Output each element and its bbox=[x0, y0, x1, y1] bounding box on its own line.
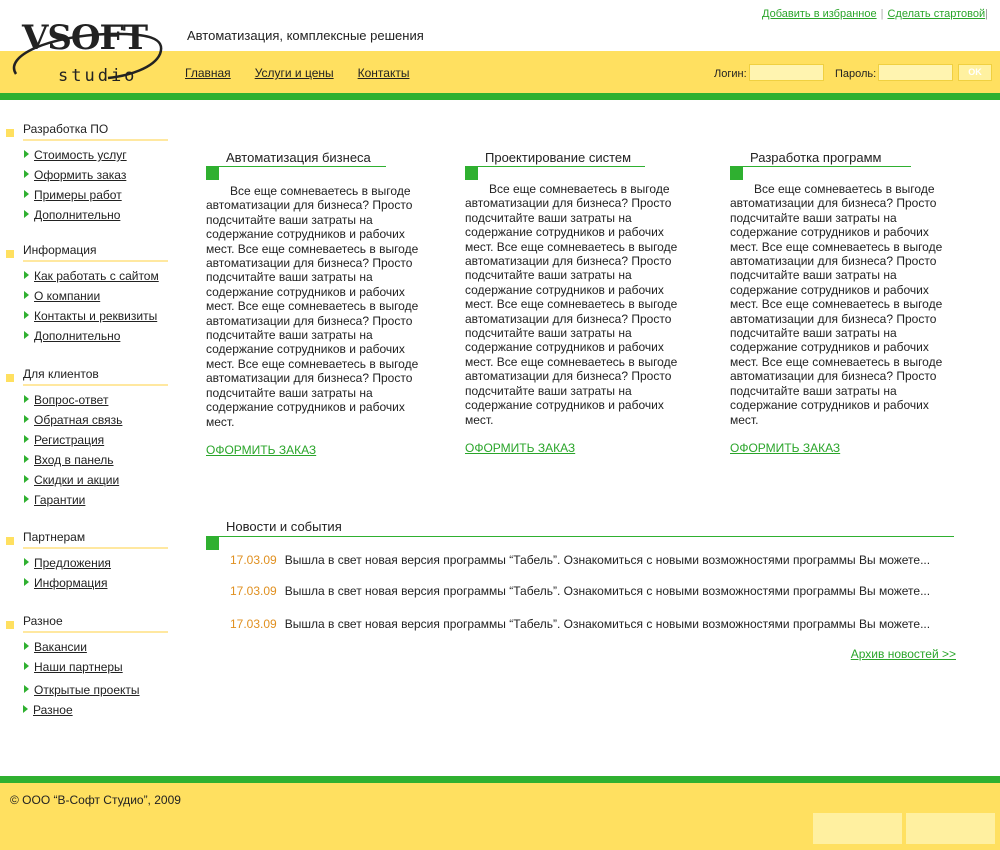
sidebar-item[interactable] bbox=[24, 640, 87, 654]
column-rule bbox=[465, 166, 645, 167]
column-text: Все еще сомневаетесь в выгоде автоматизации для бизнеса? Просто подсчитайте ваши затраты на содержание сотрудников и рабочих мест. Все еще сомневаетесь в выгоде автоматизации для бизнеса? Просто подсчитайте ваши затраты на содержание сотрудников и рабочих мест. Все еще сомневаетесь в выгоде автоматизации для бизнеса? Просто подсчитайте ваши затраты на содержание сотрудников и рабочих мест. Все еще сомневаетесь в выгоде автоматизации для бизнеса? Просто подсчитайте ваши затраты на содержание сотрудников и рабочих мест. bbox=[730, 182, 943, 427]
sidebar-item-label: Контакты и реквизиты bbox=[34, 309, 158, 323]
sidebar-section-title: Для клиентов bbox=[23, 367, 99, 381]
sidebar-item-label: Разное bbox=[33, 703, 73, 717]
sidebar-item[interactable] bbox=[24, 168, 126, 182]
arrow-right-icon bbox=[24, 578, 29, 586]
sidebar-item[interactable] bbox=[24, 269, 159, 283]
arrow-right-icon bbox=[24, 642, 29, 650]
order-link[interactable]: ОФОРМИТЬ ЗАКАЗ bbox=[730, 441, 841, 455]
sidebar-section-title: Разработка ПО bbox=[23, 122, 109, 136]
arrow-right-icon bbox=[24, 685, 29, 693]
arrow-right-icon bbox=[24, 415, 29, 423]
sidebar-section-rule bbox=[23, 547, 168, 549]
footer-green-line bbox=[0, 776, 1000, 783]
news-date: 17.03.09 bbox=[230, 617, 277, 631]
sidebar-section-rule bbox=[23, 384, 168, 386]
login-label: Логин: bbox=[714, 68, 747, 80]
sidebar-section-title: Партнерам bbox=[23, 530, 86, 544]
main-nav bbox=[185, 66, 433, 80]
sidebar-item-label: Вакансии bbox=[34, 640, 87, 654]
password-label: Пароль: bbox=[835, 68, 877, 80]
sidebar-item[interactable] bbox=[24, 473, 119, 487]
arrow-right-icon bbox=[24, 210, 29, 218]
sidebar-item-label: Дополнительно bbox=[34, 329, 121, 343]
column-rule bbox=[206, 166, 386, 167]
logo[interactable] bbox=[8, 16, 168, 92]
news-archive-link[interactable]: Архив новостей >> bbox=[850, 647, 956, 661]
sidebar-section-rule bbox=[23, 260, 168, 262]
top-links bbox=[762, 8, 988, 20]
sidebar-section-rule bbox=[23, 139, 168, 141]
logo-brand: VSOFT bbox=[22, 18, 147, 58]
news-bullet-icon bbox=[206, 537, 219, 550]
sidebar-item-label: Информация bbox=[34, 576, 108, 590]
arrow-right-icon bbox=[23, 705, 28, 713]
sidebar-section-title: Информация bbox=[23, 243, 97, 257]
nav-services[interactable]: Услуги и цены bbox=[254, 66, 334, 80]
slogan: Автоматизация, комплексные решения bbox=[187, 28, 424, 43]
sidebar-item[interactable] bbox=[23, 703, 73, 717]
sidebar-item-label: Предложения bbox=[34, 556, 111, 570]
sidebar-item-label: Как работать с сайтом bbox=[34, 269, 159, 283]
sidebar-section-rule bbox=[23, 631, 168, 633]
column-title: Разработка программ bbox=[750, 150, 882, 165]
sidebar-item[interactable] bbox=[24, 556, 111, 570]
arrow-right-icon bbox=[24, 455, 29, 463]
news-item[interactable] bbox=[230, 617, 930, 631]
column-bullet-icon bbox=[206, 167, 219, 180]
arrow-right-icon bbox=[24, 558, 29, 566]
login-input[interactable] bbox=[749, 64, 824, 81]
arrow-right-icon bbox=[24, 331, 29, 339]
top-links-trailing-separator: | bbox=[985, 8, 988, 20]
order-link[interactable]: ОФОРМИТЬ ЗАКАЗ bbox=[206, 443, 317, 457]
news-date: 17.03.09 bbox=[230, 553, 277, 567]
column-bullet-icon bbox=[730, 167, 743, 180]
password-input[interactable] bbox=[878, 64, 953, 81]
sidebar-item-label: Вопрос-ответ bbox=[34, 393, 109, 407]
column-rule bbox=[730, 166, 911, 167]
news-date: 17.03.09 bbox=[230, 584, 277, 598]
sidebar-item[interactable] bbox=[24, 576, 107, 590]
news-text: Вышла в свет новая версия программы “Табель”. Ознакомиться с новыми возможностями программы Вы можете... bbox=[284, 553, 931, 567]
sidebar-item[interactable] bbox=[24, 148, 127, 162]
column-text: Все еще сомневаетесь в выгоде автоматизации для бизнеса? Просто подсчитайте ваши затраты на содержание сотрудников и рабочих мест. Все еще сомневаетесь в выгоде автоматизации для бизнеса? Просто подсчитайте ваши затраты на содержание сотрудников и рабочих мест. Все еще сомневаетесь в выгоде автоматизации для бизнеса? Просто подсчитайте ваши затраты на содержание сотрудников и рабочих мест. Все еще сомневаетесь в выгоде автоматизации для бизнеса? Просто подсчитайте ваши затраты на содержание сотрудников и рабочих мест. bbox=[465, 182, 678, 427]
arrow-right-icon bbox=[24, 435, 29, 443]
sidebar-item[interactable] bbox=[24, 413, 122, 427]
arrow-right-icon bbox=[24, 190, 29, 198]
counter-badge[interactable] bbox=[906, 813, 995, 844]
sidebar-item[interactable] bbox=[24, 453, 114, 467]
arrow-right-icon bbox=[24, 150, 29, 158]
copyright: © ООО “В-Софт Студио”, 2009 bbox=[10, 793, 181, 807]
news-title: Новости и события bbox=[226, 519, 342, 534]
news-item[interactable] bbox=[230, 584, 930, 598]
logo-studio: studio bbox=[58, 66, 138, 86]
header-green-line bbox=[0, 93, 1000, 100]
section-bullet-icon bbox=[6, 537, 14, 545]
section-bullet-icon bbox=[6, 374, 14, 382]
sidebar-item-label: Гарантии bbox=[34, 493, 86, 507]
column-title: Автоматизация бизнеса bbox=[226, 150, 371, 165]
arrow-right-icon bbox=[24, 291, 29, 299]
sidebar-item[interactable] bbox=[24, 208, 120, 222]
sidebar-item[interactable] bbox=[24, 289, 100, 303]
section-bullet-icon bbox=[6, 621, 14, 629]
top-links-separator: | bbox=[880, 8, 884, 20]
news-text: Вышла в свет новая версия программы “Табель”. Ознакомиться с новыми возможностями программы Вы можете... bbox=[284, 584, 931, 598]
news-item[interactable] bbox=[230, 553, 930, 567]
login-ok-button[interactable]: OK bbox=[958, 64, 992, 81]
arrow-right-icon bbox=[24, 395, 29, 403]
arrow-right-icon bbox=[24, 662, 29, 670]
nav-contacts[interactable]: Контакты bbox=[357, 66, 410, 80]
sidebar-item-label: Скидки и акции bbox=[34, 473, 120, 487]
sidebar-item[interactable] bbox=[24, 493, 85, 507]
sidebar-item-label: Дополнительно bbox=[34, 208, 121, 222]
sidebar-item-label: Вход в панель bbox=[34, 453, 114, 467]
sidebar-section-title: Разное bbox=[23, 614, 63, 628]
sidebar-item-label: Оформить заказ bbox=[34, 168, 127, 182]
arrow-right-icon bbox=[24, 271, 29, 279]
sidebar-item-label: Открытые проекты bbox=[34, 683, 140, 697]
sidebar-item-label: Наши партнеры bbox=[34, 660, 123, 674]
header bbox=[0, 0, 1000, 100]
column-title: Проектирование систем bbox=[485, 150, 632, 165]
sidebar-item-label: Регистрация bbox=[34, 433, 105, 447]
sidebar-item[interactable] bbox=[24, 433, 104, 447]
column-text: Все еще сомневаетесь в выгоде автоматизации для бизнеса? Просто подсчитайте ваши затраты на содержание сотрудников и рабочих мест. Все еще сомневаетесь в выгоде автоматизации для бизнеса? Просто подсчитайте ваши затраты на содержание сотрудников и рабочих мест. Все еще сомневаетесь в выгоде автоматизации для бизнеса? Просто подсчитайте ваши затраты на содержание сотрудников и рабочих мест. Все еще сомневаетесь в выгоде автоматизации для бизнеса? Просто подсчитайте ваши затраты на содержание сотрудников и рабочих мест. bbox=[206, 184, 419, 429]
arrow-right-icon bbox=[24, 170, 29, 178]
sidebar-item-label: Обратная связь bbox=[34, 413, 123, 427]
section-bullet-icon bbox=[6, 129, 14, 137]
arrow-right-icon bbox=[24, 475, 29, 483]
sidebar-item[interactable] bbox=[24, 660, 123, 674]
arrow-right-icon bbox=[24, 311, 29, 319]
news-text: Вышла в свет новая версия программы “Табель”. Ознакомиться с новыми возможностями программы Вы можете... bbox=[284, 617, 931, 631]
sidebar-item[interactable] bbox=[24, 329, 120, 343]
news-rule bbox=[206, 536, 954, 537]
add-to-favorites-link[interactable]: Добавить в избранное bbox=[762, 8, 877, 20]
sidebar-item[interactable] bbox=[24, 188, 122, 202]
nav-home[interactable]: Главная bbox=[185, 66, 231, 80]
make-homepage-link[interactable]: Сделать стартовой bbox=[887, 8, 986, 20]
arrow-right-icon bbox=[24, 495, 29, 503]
sidebar-item[interactable] bbox=[24, 393, 108, 407]
order-link[interactable]: ОФОРМИТЬ ЗАКАЗ bbox=[465, 441, 576, 455]
sidebar-item-label: О компании bbox=[34, 289, 101, 303]
footer bbox=[0, 783, 1000, 850]
sidebar-item[interactable] bbox=[24, 683, 140, 697]
counter-badge[interactable] bbox=[813, 813, 902, 844]
sidebar-item[interactable] bbox=[24, 309, 157, 323]
sidebar-item-label: Примеры работ bbox=[34, 188, 122, 202]
column-bullet-icon bbox=[465, 167, 478, 180]
sidebar-item-label: Стоимость услуг bbox=[34, 148, 127, 162]
section-bullet-icon bbox=[6, 250, 14, 258]
